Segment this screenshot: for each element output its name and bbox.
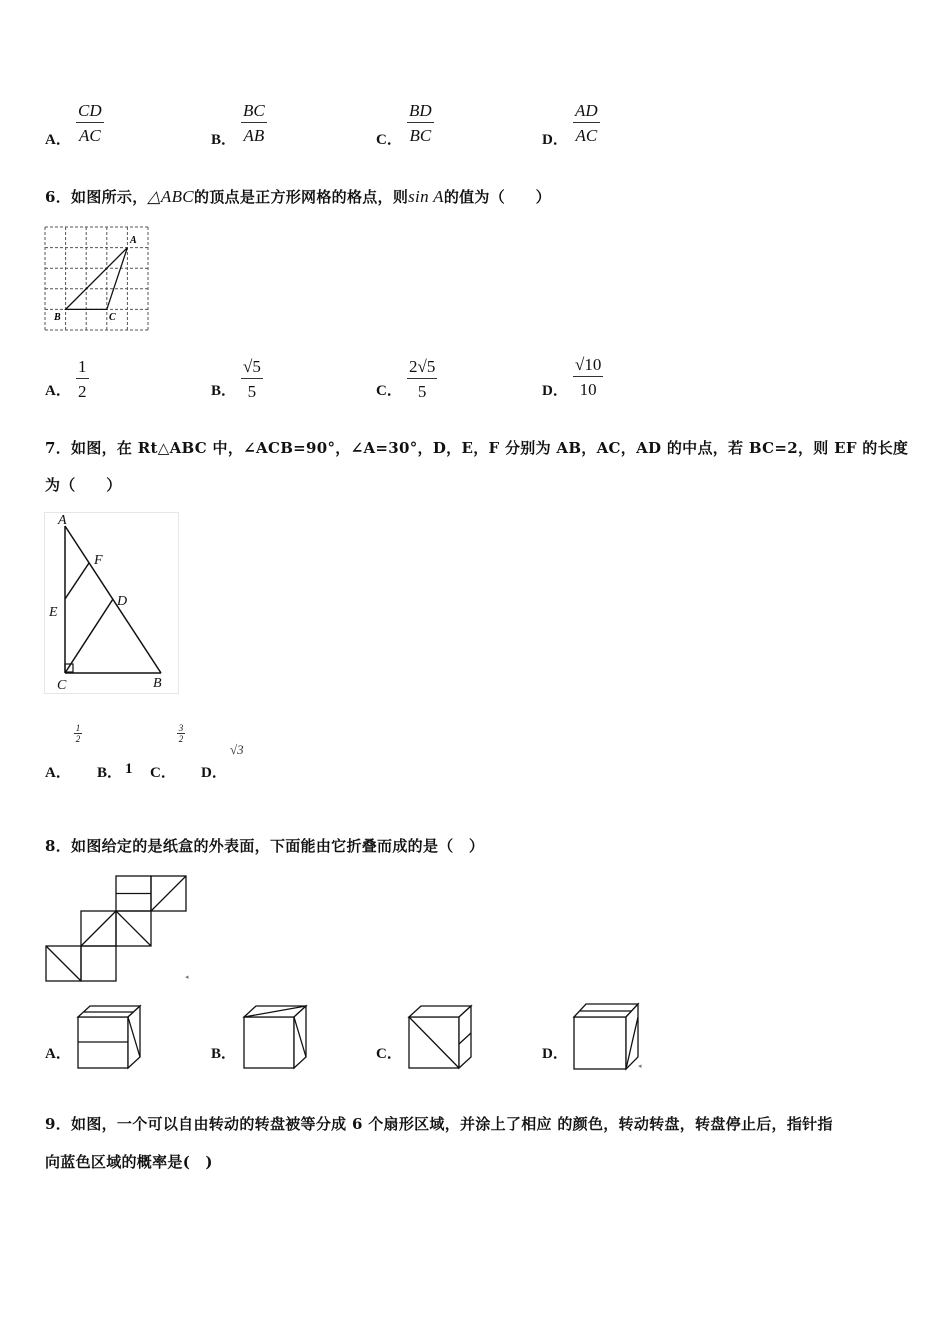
- q5-option-a-denominator: AC: [78, 126, 101, 145]
- q5-option-d-numerator: AD: [573, 101, 600, 123]
- q8-net-faces: [46, 876, 186, 981]
- q5-option-c-denominator: BC: [409, 126, 432, 145]
- q8-small-mark: ◂: [185, 973, 189, 981]
- q6-text-before: 6．如图所示，: [45, 188, 148, 206]
- q6-option-a-denominator: 2: [78, 382, 87, 401]
- q5-option-c-numerator: BD: [407, 101, 434, 123]
- q8-question-text: 8．如图给定的是纸盒的外表面，下面能由它折叠而成的是（ ）: [45, 837, 485, 855]
- q7-question-line2: 为（ ）: [45, 476, 122, 494]
- q6-option-a-numerator: 1: [76, 357, 89, 379]
- q8-option-d-cube[interactable]: [572, 1002, 644, 1072]
- q5-option-d-label[interactable]: D．: [542, 132, 568, 148]
- q6-math-sin: sin A: [408, 187, 444, 206]
- q6-option-d-denominator: 10: [579, 380, 597, 399]
- q7-question-line1: 7．如图，在 Rt△ABC 中，∠ACB=90°，∠A=30°，D，E，F 分别为 AB，AC，AD 的中点，若 BC=2，则 EF 的长度: [45, 439, 909, 457]
- q6-option-d-numerator: √10: [573, 355, 603, 377]
- q7-label-f: F: [94, 553, 103, 568]
- q8-option-c-label[interactable]: C．: [376, 1046, 402, 1062]
- q7-triangle-lines: [65, 526, 161, 673]
- q6-option-c-fraction: [407, 357, 437, 402]
- q8-option-d-label[interactable]: D．: [542, 1046, 568, 1062]
- q6-option-b-numerator: √5: [241, 357, 263, 379]
- q5-option-c-fraction: [407, 101, 434, 146]
- q5-option-a-fraction: [76, 101, 104, 146]
- q6-option-b-denominator: 5: [247, 382, 257, 401]
- q9-question-line1: 9．如图，一个可以自由转动的转盘被等分成 6 个扇形区域，并涂上了相应 的颜色，转动转盘，转盘停止后，指针指: [45, 1115, 833, 1133]
- q7-option-a-label[interactable]: A．: [45, 765, 71, 781]
- q6-question-text: [45, 186, 551, 207]
- q8-option-d-small-mark: ◂: [638, 1062, 642, 1070]
- q6-option-c-numerator: 2√5: [407, 357, 437, 379]
- q6-option-a-label[interactable]: A．: [45, 383, 71, 399]
- q6-option-b-fraction: [241, 357, 263, 402]
- q6-option-a-fraction: [76, 357, 89, 402]
- q8-option-a-cube[interactable]: [76, 1004, 144, 1072]
- q5-option-b-numerator: BC: [241, 101, 267, 123]
- q8-option-b-cube[interactable]: [242, 1004, 310, 1072]
- q6-label-b: B: [54, 312, 61, 323]
- q9-question-line2: 向蓝色区域的概率是( ): [45, 1153, 213, 1171]
- q6-label-c: C: [109, 312, 116, 323]
- q7-label-e: E: [49, 605, 58, 620]
- q7-label-c: C: [57, 678, 67, 693]
- q5-option-b-label[interactable]: B．: [211, 132, 237, 148]
- q7-option-a-denominator: 2: [75, 734, 81, 744]
- q7-option-b-label[interactable]: B．: [97, 765, 123, 781]
- q6-text-after: 的值为（ ）: [443, 188, 551, 206]
- q5-option-b-fraction: [241, 101, 267, 146]
- q8-option-c-cube[interactable]: [407, 1004, 475, 1072]
- q6-text-mid: 的顶点是正方形网格的格点，则: [193, 188, 409, 206]
- q7-option-a-fraction: [74, 724, 82, 744]
- q6-triangle-abc: [66, 248, 128, 310]
- q5-option-a-numerator: CD: [76, 101, 104, 123]
- q7-option-c-denominator: 2: [178, 734, 184, 744]
- q6-option-d-label[interactable]: D．: [542, 383, 568, 399]
- q8-option-b-label[interactable]: B．: [211, 1046, 237, 1062]
- q7-label-b: B: [153, 676, 162, 691]
- q7-label-a: A: [58, 513, 67, 528]
- q6-option-c-denominator: 5: [417, 382, 427, 401]
- q6-label-a: A: [130, 235, 137, 246]
- q5-option-d-fraction: [573, 101, 600, 146]
- q6-grid-figure: [44, 226, 150, 332]
- q8-option-a-label[interactable]: A．: [45, 1046, 71, 1062]
- q7-option-c-numerator: 3: [178, 723, 184, 733]
- q6-option-b-label[interactable]: B．: [211, 383, 237, 399]
- q7-option-d-label[interactable]: D．: [201, 765, 227, 781]
- q7-option-c-label[interactable]: C．: [150, 765, 176, 781]
- q6-option-c-label[interactable]: C．: [376, 383, 402, 399]
- q7-option-c-fraction: [177, 724, 185, 744]
- q7-option-a-numerator: 1: [75, 723, 81, 733]
- q8-net-figure: [44, 874, 194, 984]
- q5-option-b-denominator: AB: [243, 126, 265, 145]
- q5-option-d-denominator: AC: [575, 126, 598, 145]
- q5-option-a-label[interactable]: A．: [45, 132, 71, 148]
- q5-option-c-label[interactable]: C．: [376, 132, 402, 148]
- q7-option-d-value: √3: [230, 742, 244, 757]
- q7-triangle-figure: [44, 512, 180, 694]
- q6-math-triangle: △ABC: [147, 187, 194, 206]
- q6-option-d-fraction: [573, 355, 603, 400]
- q7-option-b-value: 1: [125, 761, 133, 777]
- q7-label-d: D: [117, 594, 128, 609]
